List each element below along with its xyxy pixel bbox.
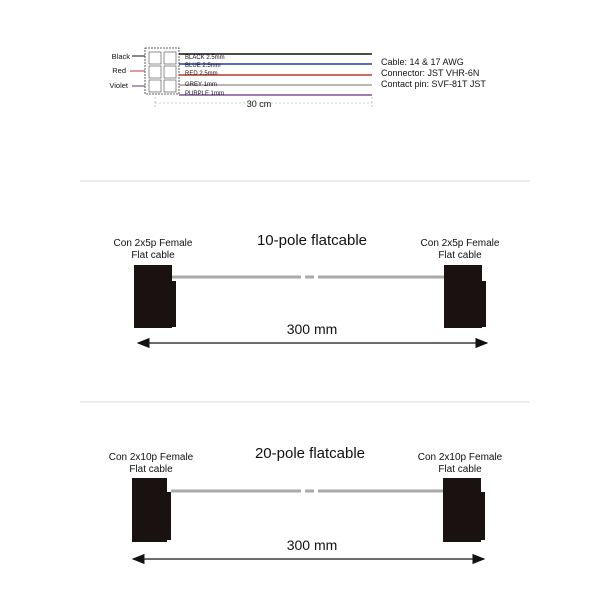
wire-label-purple: PURPLE 1mm bbox=[185, 91, 225, 97]
wire-label-red: RED 2.5mm bbox=[185, 71, 218, 77]
wiring-length-label: 30 cm bbox=[246, 99, 272, 109]
right-connector-sublabel: Flat cable bbox=[438, 250, 482, 261]
spec-cable: Cable: 14 & 17 AWG bbox=[381, 57, 464, 67]
left-connector-label: Con 2x5p Female bbox=[113, 238, 193, 249]
flatcable-10-length: 300 mm bbox=[286, 321, 338, 337]
wire-label-blue: BLUE 2.5mm bbox=[185, 63, 221, 69]
side-label-violet: Violet bbox=[109, 81, 128, 90]
flatcable-20-pole bbox=[109, 445, 503, 559]
spec-contact-pin: Contact pin: SVF-81T JST bbox=[381, 79, 486, 89]
right-connector bbox=[443, 478, 481, 542]
right-connector-sublabel: Flat cable bbox=[438, 464, 482, 475]
right-connector-label: Con 2x5p Female bbox=[420, 238, 500, 249]
flatcable-20-length: 300 mm bbox=[286, 537, 338, 553]
wire-label-grey: GREY 1mm bbox=[185, 82, 217, 88]
right-connector-label: Con 2x10p Female bbox=[417, 452, 503, 463]
side-label-red: Red bbox=[112, 66, 126, 75]
spec-connector: Connector: JST VHR-6N bbox=[381, 68, 480, 78]
left-connector bbox=[132, 478, 167, 542]
flatcable-10-title: 10-pole flatcable bbox=[256, 232, 368, 249]
jst-connector bbox=[130, 48, 179, 94]
side-label-black: Black bbox=[111, 52, 130, 61]
wire-label-black: BLACK 2.5mm bbox=[185, 55, 225, 61]
wiring-harness bbox=[109, 48, 486, 109]
left-connector-label: Con 2x10p Female bbox=[108, 452, 194, 463]
left-connector-sublabel: Flat cable bbox=[131, 250, 175, 261]
flatcable-20-title: 20-pole flatcable bbox=[254, 445, 366, 462]
left-connector bbox=[134, 265, 172, 328]
right-connector bbox=[444, 265, 482, 328]
left-connector-sublabel: Flat cable bbox=[129, 464, 173, 475]
flatcable-10-pole bbox=[114, 232, 500, 343]
